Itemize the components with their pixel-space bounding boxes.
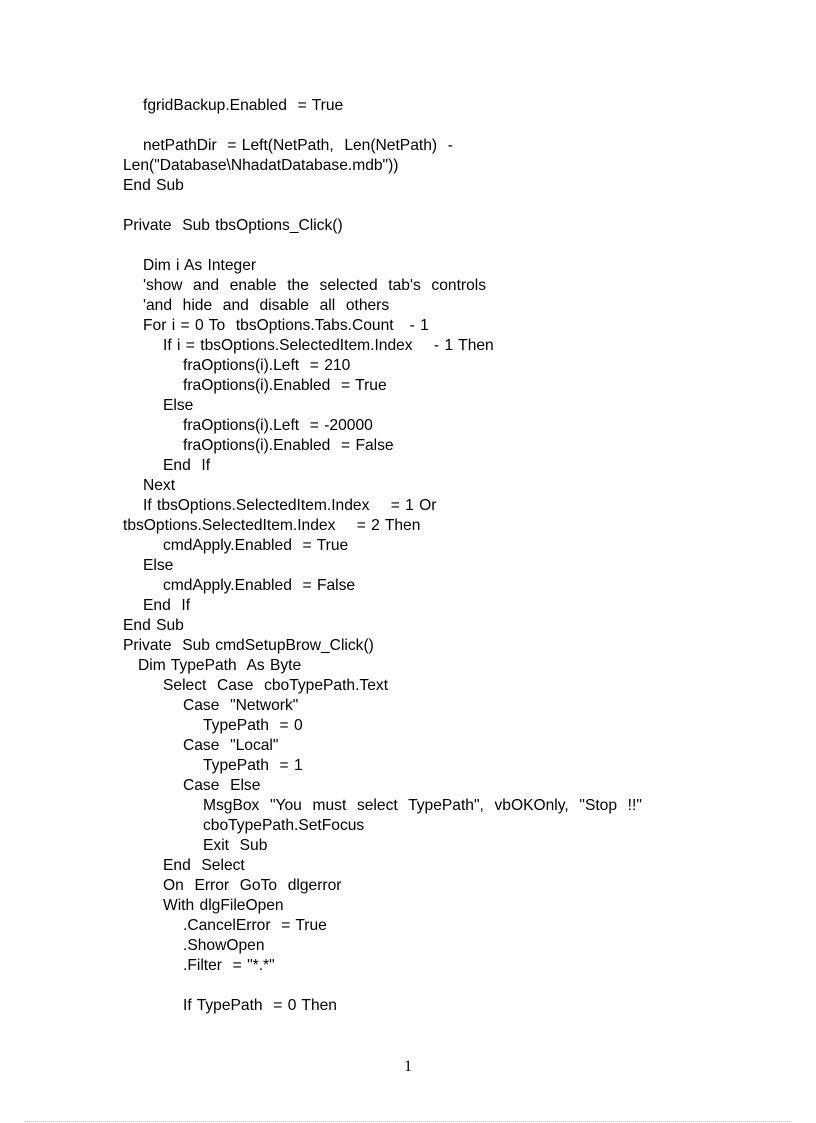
code-line: Case "Local" <box>183 737 279 754</box>
code-line: Dim TypePath As Byte <box>138 657 302 674</box>
code-line: Len("Database\NhadatDatabase.mdb")) <box>123 157 399 174</box>
code-line: End If <box>143 597 191 614</box>
code-line: Next <box>143 477 176 494</box>
code-line: On Error GoTo dlgerror <box>163 877 342 894</box>
code-line: cboTypePath.SetFocus <box>203 817 365 834</box>
code-line: Private Sub cmdSetupBrow_Click() <box>123 637 374 654</box>
code-line: cmdApply.Enabled = False <box>163 577 356 594</box>
code-line: fraOptions(i).Left = 210 <box>183 357 351 374</box>
page-number: 1 <box>404 1058 412 1075</box>
code-line: TypePath = 1 <box>203 757 303 774</box>
code-line: If tbsOptions.SelectedItem.Index = 1 Or <box>143 497 437 514</box>
code-line: fraOptions(i).Left = -20000 <box>183 417 373 434</box>
code-line: 'show and enable the selected tab's controls <box>143 277 487 294</box>
code-line: Exit Sub <box>203 837 268 854</box>
code-line: Select Case cboTypePath.Text <box>163 677 389 694</box>
code-line: End Select <box>163 857 245 874</box>
code-line: fgridBackup.Enabled = True <box>143 97 344 114</box>
code-line: End If <box>163 457 211 474</box>
code-line: Else <box>143 557 174 574</box>
code-line: Else <box>163 397 194 414</box>
code-line: If i = tbsOptions.SelectedItem.Index - 1 Then <box>163 337 494 354</box>
code-line: If TypePath = 0 Then <box>183 997 337 1014</box>
code-line: Case "Network" <box>183 697 299 714</box>
code-line: End Sub <box>123 617 184 634</box>
code-line: 'and hide and disable all others <box>143 297 390 314</box>
code-line: For i = 0 To tbsOptions.Tabs.Count - 1 <box>143 317 429 334</box>
code-line: tbsOptions.SelectedItem.Index = 2 Then <box>123 517 421 534</box>
code-line: End Sub <box>123 177 184 194</box>
code-line: fraOptions(i).Enabled = False <box>183 437 394 454</box>
code-line: .CancelError = True <box>183 917 327 934</box>
code-line: .Filter = "*.*" <box>183 957 275 974</box>
code-line: .ShowOpen <box>183 937 265 954</box>
page-bottom-divider <box>24 1121 792 1122</box>
code-line: Private Sub tbsOptions_Click() <box>123 217 343 234</box>
code-line: netPathDir = Left(NetPath, Len(NetPath) - <box>143 137 453 154</box>
code-line: With dlgFileOpen <box>163 897 284 914</box>
code-line: cmdApply.Enabled = True <box>163 537 349 554</box>
code-line: fraOptions(i).Enabled = True <box>183 377 387 394</box>
code-line: Case Else <box>183 777 261 794</box>
code-line: MsgBox "You must select TypePath", vbOKOnly, "Stop !!" <box>203 797 642 814</box>
code-line: TypePath = 0 <box>203 717 303 734</box>
code-line: Dim i As Integer <box>143 257 257 274</box>
